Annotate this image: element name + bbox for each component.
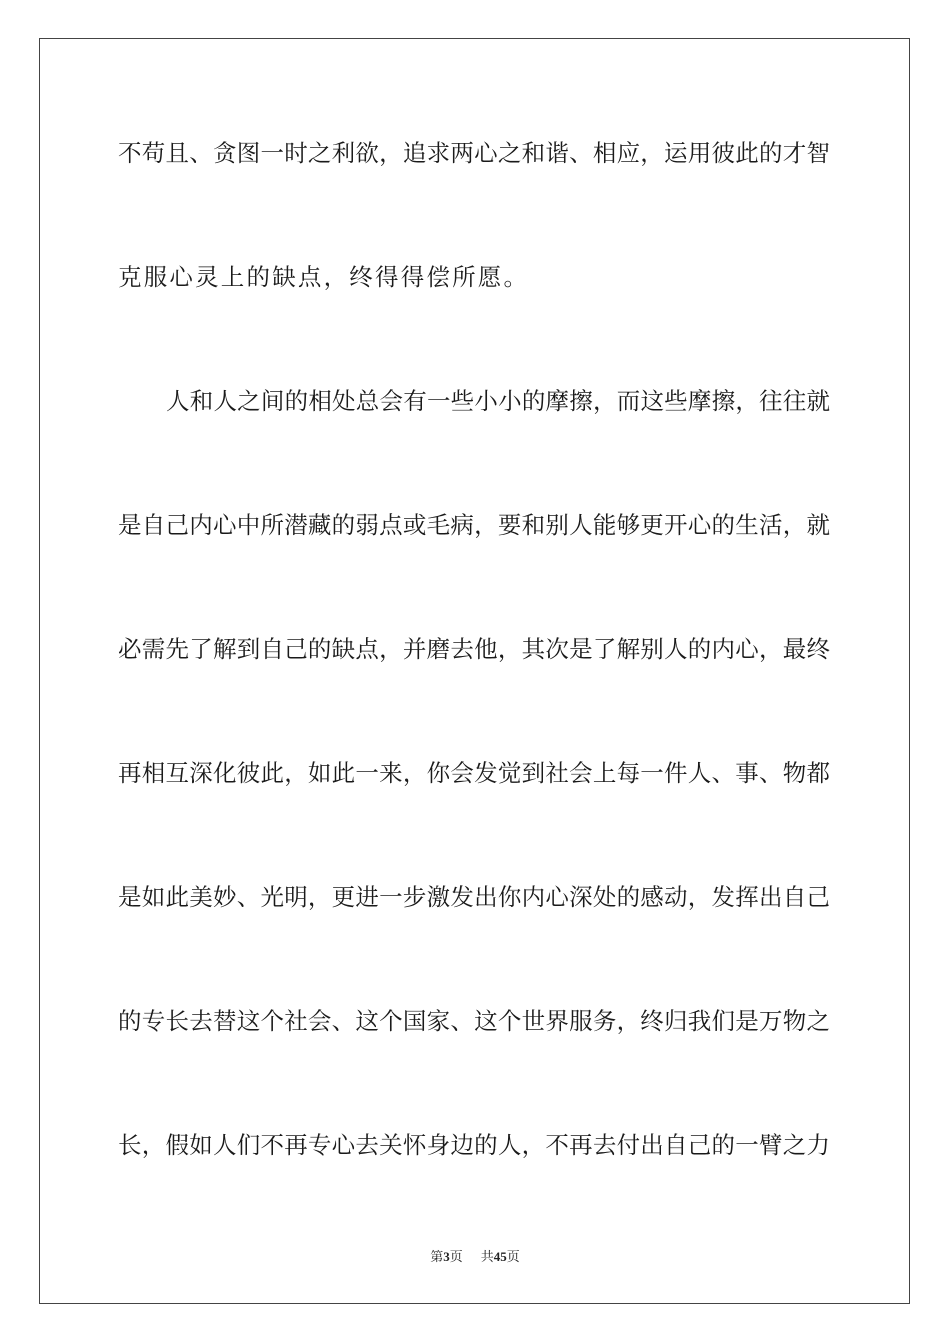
total-prefix: 共: [480, 1250, 494, 1265]
body-line-7: 是如此美妙、光明，更进一步激发出你内心深处的感动，发挥出自己: [118, 883, 830, 911]
body-line-6: 再相互深化彼此，如此一来，你会发觉到社会上每一件人、事、物都: [118, 759, 830, 787]
body-line-5: 必需先了解到自己的缺点，并磨去他，其次是了解别人的内心，最终: [118, 635, 830, 663]
body-line-9: 长，假如人们不再专心去关怀身边的人，不再去付出自己的一臂之力: [118, 1131, 830, 1159]
body-line-4: 是自己内心中所潜藏的弱点或毛病，要和别人能够更开心的生活，就: [118, 511, 830, 539]
page-number: 3: [443, 1249, 450, 1264]
body-line-2: 克服心灵上的缺点，终得得偿所愿。: [118, 263, 530, 291]
total-pages: 45: [493, 1249, 507, 1264]
page-prefix: 第: [430, 1250, 444, 1265]
total-suffix: 页: [506, 1250, 520, 1265]
page-border: [39, 38, 910, 1304]
page-suffix: 页: [449, 1250, 463, 1265]
body-line-3: 人和人之间的相处总会有一些小小的摩擦，而这些摩擦，往往就: [166, 387, 830, 415]
page-footer: [0, 1248, 950, 1267]
body-line-8: 的专长去替这个社会、这个国家、这个世界服务，终归我们是万物之: [118, 1007, 830, 1035]
body-line-1: 不苟且、贪图一时之利欲，追求两心之和谐、相应，运用彼此的才智: [118, 139, 830, 167]
